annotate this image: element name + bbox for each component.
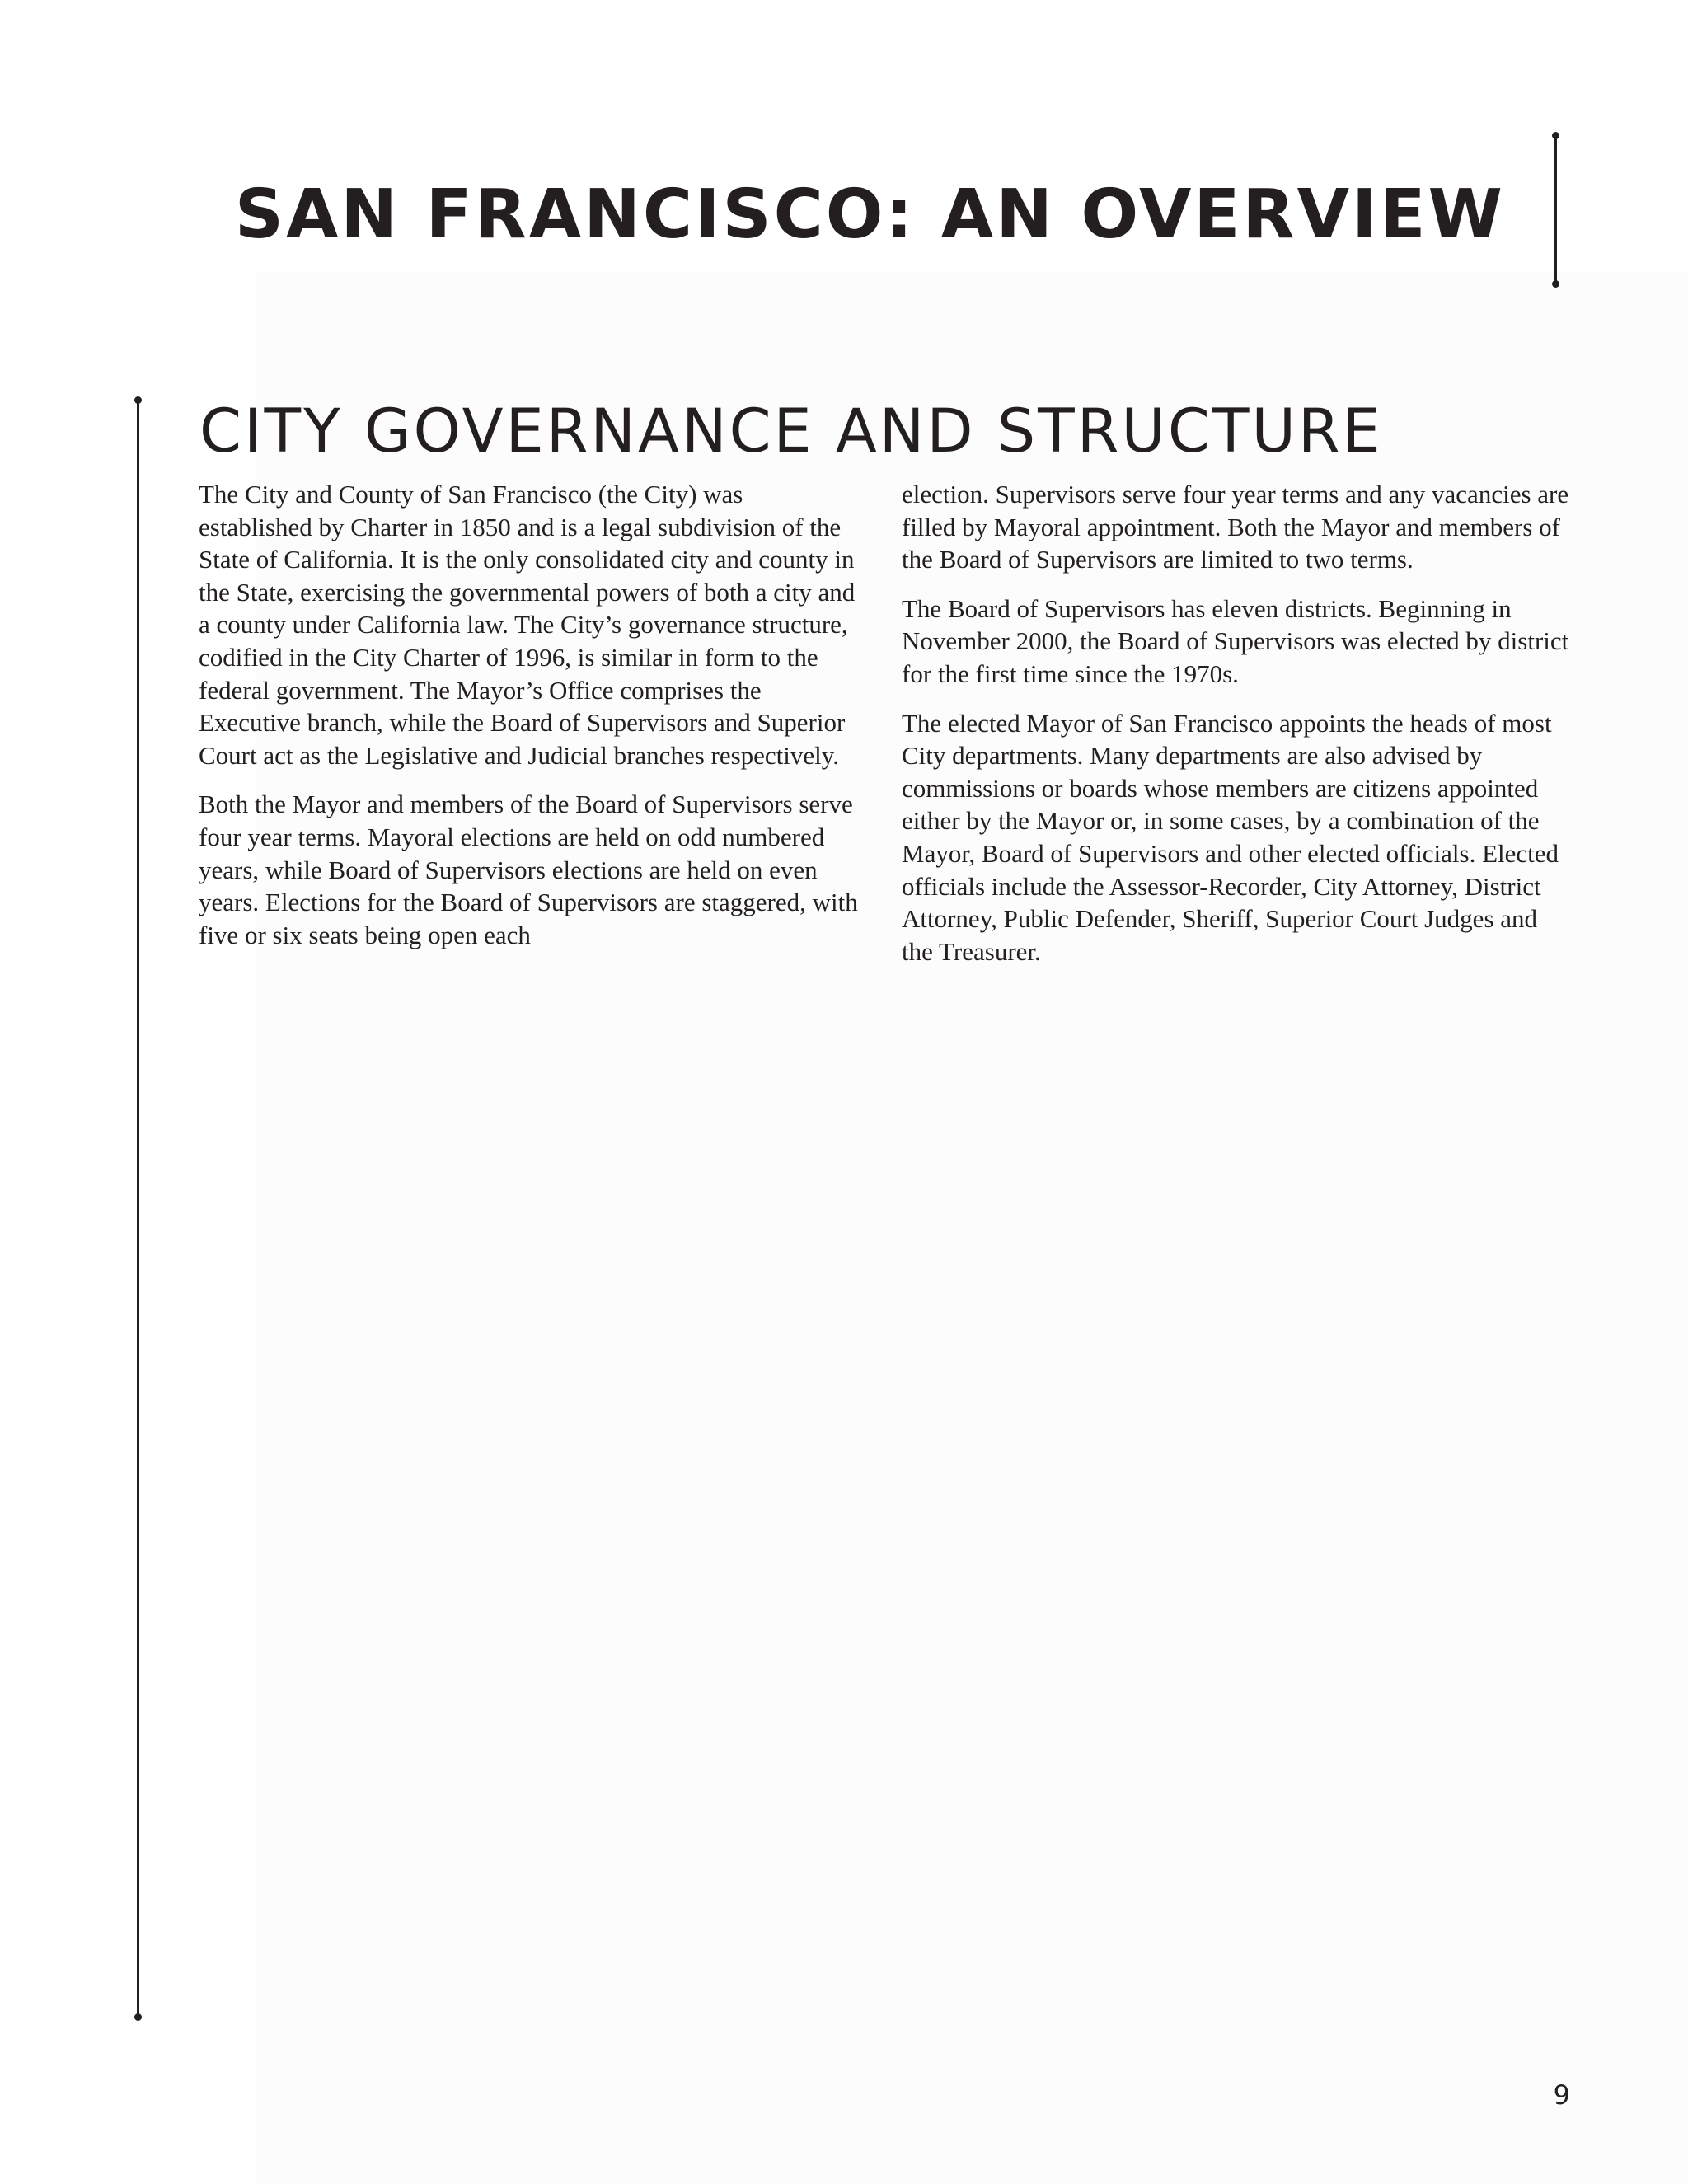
header-rule-top-dot xyxy=(1552,132,1559,139)
page-number: 9 xyxy=(1553,2079,1570,2111)
header-rule xyxy=(1554,136,1557,284)
paragraph: election. Supervisors serve four year terms and any vacancies are filled by Mayoral appointment. Both the Mayor and members of the Board of Supervisors are limited to two terms. xyxy=(902,480,1569,574)
text-column-right xyxy=(902,478,1571,984)
margin-rule-top-dot xyxy=(134,396,142,404)
margin-rule xyxy=(137,401,139,2018)
header-rule-bottom-dot xyxy=(1552,280,1559,288)
text-column-left xyxy=(199,478,858,968)
section-title: CITY GOVERNANCE AND STRUCTURE xyxy=(199,396,1383,466)
paragraph: The Board of Supervisors has eleven districts. Beginning in November 2000, the Board of Supervisors was elected by district for the first time since the 1970s. xyxy=(902,593,1569,688)
page-title: SAN FRANCISCO: AN OVERVIEW xyxy=(234,176,1505,254)
paragraph: Both the Mayor and members of the Board of Supervisors serve four year terms. Mayoral elections are held on odd numbered years, while Board of Supervisors elections are held on even years. Elections for the Board of Supervisors are staggered, with five or six seats being open each xyxy=(199,790,858,949)
margin-rule-bottom-dot xyxy=(134,2013,142,2021)
paragraph: The City and County of San Francisco (the City) was established by Charter in 1850 and is a legal subdivision of the State of California. It is the only consolidated city and county in the State, exercising the governmental powers of both a city and a county under California law. The City’s governance structure, codified in the City Charter of 1996, is similar in form to the federal government. The Mayor’s Office comprises the Executive branch, while the Board of Supervisors and Superior Court act as the Legislative and Judicial branches respectively. xyxy=(199,480,856,770)
paragraph: The elected Mayor of San Francisco appoints the heads of most City departments. Many departments are also advised by commissions or boards whose members are citizens appointed either by the Mayor or, in some cases, by a combination of the Mayor, Board of Supervisors and other elected officials. Elected officials include the Assessor-Recorder, City Attorney, District Attorney, Public Defender, Sheriff, Superior Court Judges and the Treasurer. xyxy=(902,708,1559,966)
